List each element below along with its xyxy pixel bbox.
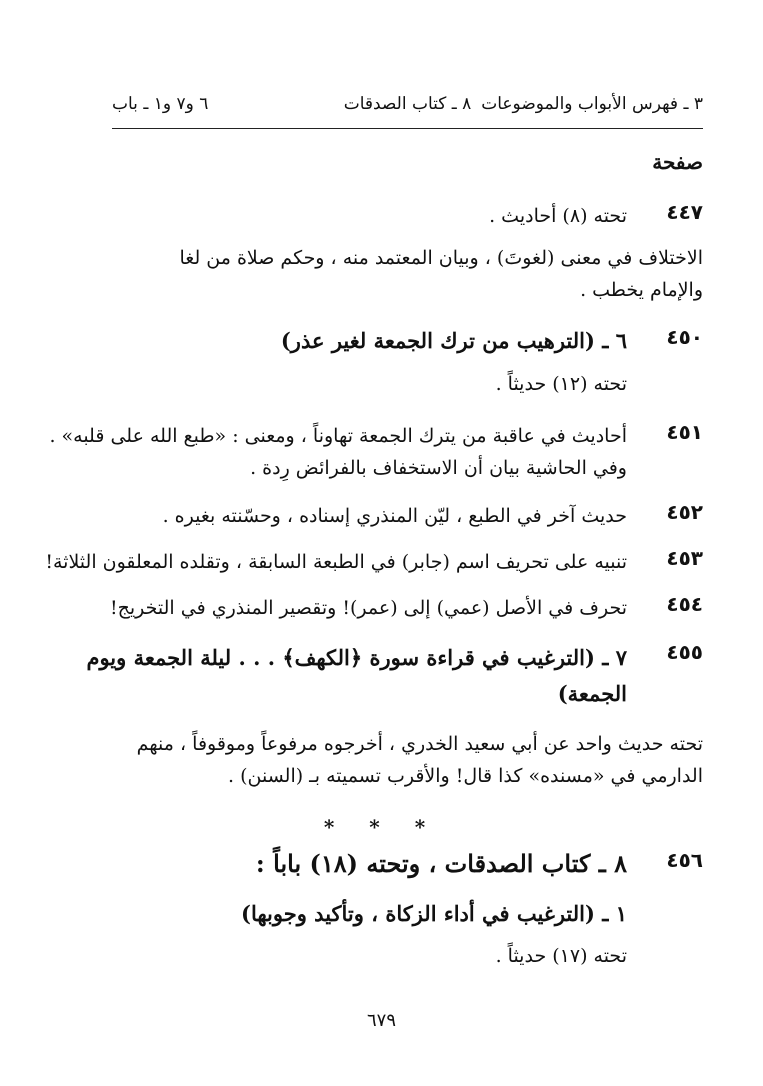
- entry-page-number: ٤٤٧: [666, 200, 703, 224]
- entry-text: تحرف في الأصل (عمي) إلى (عمر)! وتقصير المنذري في التخريج!: [109, 597, 627, 619]
- entry-page-number: ٤٥٢: [666, 500, 703, 524]
- entry-page-number: ٤٥٤: [666, 592, 703, 616]
- entry-text: وفي الحاشية بيان أن الاستخفاف بالفرائض رِدة .: [250, 457, 627, 479]
- entry-text: تحته (٨) أحاديث .: [489, 205, 627, 227]
- entry-page-number: ٤٥٠: [666, 325, 703, 349]
- entry-text: تحته (١٧) حديثاً .: [495, 945, 627, 967]
- entry-text: أحاديث في عاقبة من يترك الجمعة تهاوناً ، ومعنى : «طبع الله على قلبه» .: [49, 425, 627, 447]
- entry-heading-text: ١ ـ (الترغيب في أداء الزكاة ، وتأكيد وجوبها): [241, 901, 627, 926]
- entry-text: الدارمي في «مسنده» كذا قال! والأقرب تسميته بـ (السنن) .: [228, 765, 703, 787]
- entry-text: تحته حديث واحد عن أبي سعيد الخدري ، أخرجوه مرفوعاً وموقوفاً ، منهم: [136, 733, 703, 755]
- entry-text: الاختلاف في معنى (لغوتَ) ، وبيان المعتمد منه ، وحكم صلاة من لغا: [179, 247, 703, 269]
- entry-text: تحته (١٢) حديثاً .: [495, 373, 627, 395]
- entry-page-number: ٤٥١: [666, 420, 703, 444]
- entry-text: حديث آخر في الطبع ، ليّن المنذري إسناده ، وحسّنته بغيره .: [162, 505, 627, 527]
- entry-page-number: ٤٥٥: [666, 640, 703, 664]
- entry-heading-text: ٧ ـ (الترغيب في قراءة سورة ﴿الكهف﴾ . . . ليلة الجمعة ويوم: [86, 645, 627, 670]
- header-book-title: ٨ ـ كتاب الصدقات: [343, 94, 472, 114]
- header-section-title: ٣ ـ فهرس الأبواب والموضوعات: [481, 94, 703, 114]
- header-chapter-range: ٦ و٧ و١ ـ باب: [112, 94, 209, 114]
- entry-page-number: ٤٥٦: [666, 848, 703, 872]
- section-separator: * * *: [323, 815, 440, 839]
- book-heading-text: ٨ ـ كتاب الصدقات ، وتحته (١٨) باباً :: [255, 849, 627, 878]
- page-column-label: صفحة: [652, 150, 703, 174]
- entry-text: تنبيه على تحريف اسم (جابر) في الطبعة السابقة ، وتقلده المعلقون الثلاثة!: [45, 551, 627, 573]
- page-number: ٦٧٩: [366, 1010, 396, 1031]
- entry-heading-text: ٦ ـ (الترهيب من ترك الجمعة لغير عذر): [280, 328, 627, 353]
- entry-page-number: ٤٥٣: [666, 546, 703, 570]
- entry-text: والإمام يخطب .: [580, 279, 703, 301]
- running-header: [112, 88, 703, 129]
- entry-heading-text: الجمعة): [557, 681, 627, 706]
